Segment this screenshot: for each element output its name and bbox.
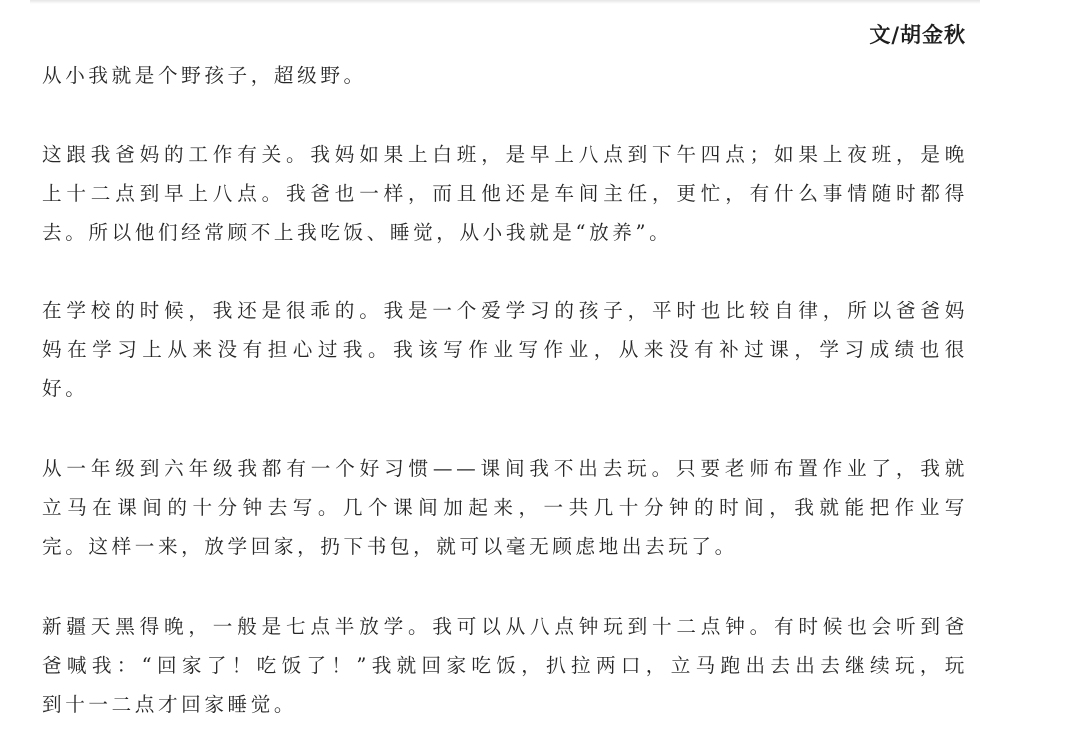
paragraph-line: 完。这样一来，放学回家，扔下书包，就可以毫无顾虑地出去玩了。 [42, 535, 738, 558]
paragraph-line: 好。 [42, 377, 89, 400]
paragraph-line: 新疆天黑得晚，一般是七点半放学。我可以从八点钟玩到十二点钟。有时候也会听到爸 [42, 615, 968, 638]
paragraph-line: 这跟我爸妈的工作有关。我妈如果上白班，是早上八点到下午四点；如果上夜班，是晚 [42, 143, 968, 166]
paragraph-line: 从小我就是个野孩子，超级野。 [42, 64, 367, 87]
top-divider [30, 0, 980, 4]
paragraph-line: 从一年级到六年级我都有一个好习惯——课间我不出去玩。只要老师布置作业了，我就 [42, 457, 968, 480]
paragraph-5 [42, 607, 968, 724]
paragraph-line: 立马在课间的十分钟去写。几个课间加起来，一共几十分钟的时间，我就能把作业写 [42, 496, 968, 519]
paragraph-line: 上十二点到早上八点。我爸也一样，而且他还是车间主任，更忙，有什么事情随时都得 [42, 182, 968, 205]
paragraph-line: 去。所以他们经常顾不上我吃饭、睡觉，从小我就是“放养”。 [42, 221, 673, 244]
paragraph-3 [42, 291, 968, 408]
paragraph-line: 妈在学习上从来没有担心过我。我该写作业写作业，从来没有补过课，学习成绩也很 [42, 338, 968, 361]
author-byline: 文/胡金秋 [869, 22, 966, 47]
paragraph-2 [42, 135, 968, 252]
paragraph-line: 在学校的时候，我还是很乖的。我是一个爱学习的孩子，平时也比较自律，所以爸爸妈 [42, 299, 968, 322]
paragraph-line: 到十一二点才回家睡觉。 [42, 693, 298, 716]
paragraph-1 [42, 56, 968, 95]
paragraph-4 [42, 449, 968, 566]
paragraph-line: 爸喊我：“回家了！吃饭了！”我就回家吃饭，扒拉两口，立马跑出去出去继续玩，玩 [42, 654, 968, 677]
